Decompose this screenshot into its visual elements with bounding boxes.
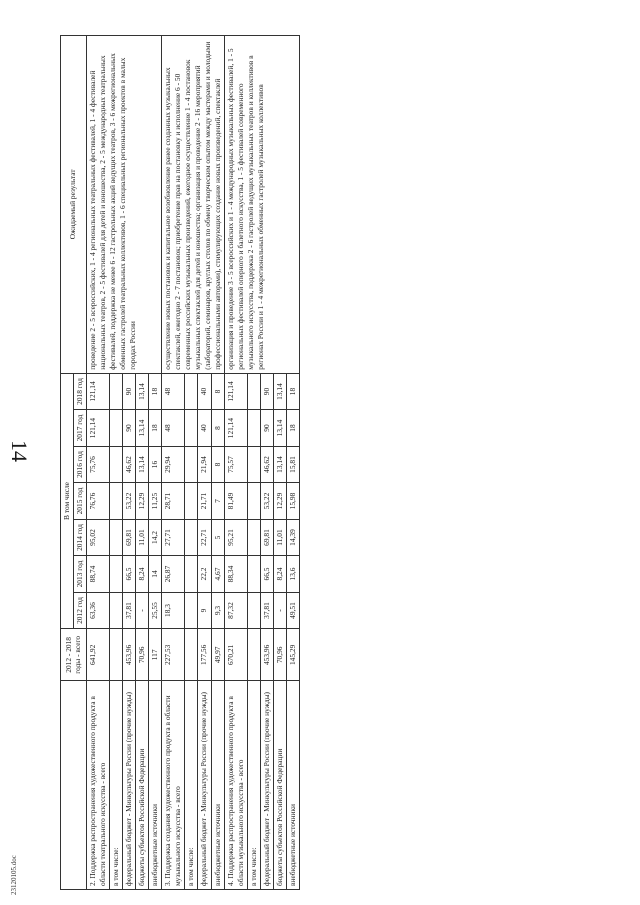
year-header: 2016 год bbox=[73, 446, 86, 483]
total-value: 670,21 bbox=[224, 629, 247, 681]
table-row bbox=[86, 36, 109, 890]
row-label: федеральный бюджет - Минкультуры России (прочие нужды) bbox=[198, 681, 211, 890]
year-value: 16 bbox=[148, 446, 161, 483]
row-label: 2. Поддержка распространения художественного продукта в области театрального искусства - всего bbox=[86, 681, 109, 890]
year-value: 12,29 bbox=[135, 483, 148, 520]
year-value: 69,81 bbox=[260, 519, 273, 556]
row-label: 3. Поддержка создания художественного продукта в области музыкального искусства - всего bbox=[161, 681, 184, 890]
total-value: 145,29 bbox=[286, 629, 299, 681]
row-label: в том числе: bbox=[247, 681, 260, 890]
year-value: 21,71 bbox=[198, 483, 211, 520]
year-value: 13,14 bbox=[273, 373, 286, 410]
year-value: 90 bbox=[122, 410, 135, 447]
row-label: 4. Поддержка распространения художественного продукта в области музыкального искусства - всего bbox=[224, 681, 247, 890]
year-value bbox=[185, 592, 198, 629]
year-value bbox=[185, 446, 198, 483]
row-label: бюджеты субъектов Российской Федерации bbox=[135, 681, 148, 890]
total-value: 453,96 bbox=[260, 629, 273, 681]
total-value: 70,96 bbox=[273, 629, 286, 681]
year-value: 4,67 bbox=[211, 556, 224, 593]
year-value: 28,71 bbox=[161, 483, 184, 520]
year-value: 90 bbox=[122, 373, 135, 410]
year-value: 75,76 bbox=[86, 446, 109, 483]
table-row bbox=[224, 36, 247, 890]
year-value: 81,49 bbox=[224, 483, 247, 520]
year-value bbox=[247, 483, 260, 520]
year-value bbox=[185, 519, 198, 556]
year-value: 53,22 bbox=[122, 483, 135, 520]
year-value: 90 bbox=[260, 373, 273, 410]
year-value: 46,62 bbox=[260, 446, 273, 483]
expected-result: организация и проведение 3 - 5 всероссийских и 1 - 4 международных музыкальных фестивалей, 1 - 5 региональных фестивалей оперного и балетного искусства, 1 - 5 фестивалей современного музыкального искусства, поддержка 2 - 6 гастролей ведущих музыкальных театров и коллективов в регионах России и 1 - 4 межрегиональных обменных гастролей музыкальных коллективов bbox=[224, 36, 299, 374]
year-value bbox=[109, 373, 122, 410]
year-value: 15,81 bbox=[286, 446, 299, 483]
total-value: 70,96 bbox=[135, 629, 148, 681]
year-value: 8 bbox=[211, 410, 224, 447]
year-value: 27,71 bbox=[161, 519, 184, 556]
year-value: 40 bbox=[198, 410, 211, 447]
year-value bbox=[109, 592, 122, 629]
year-value: 76,76 bbox=[86, 483, 109, 520]
year-value: 29,94 bbox=[161, 446, 184, 483]
year-value: 46,62 bbox=[122, 446, 135, 483]
year-value: 11,01 bbox=[273, 519, 286, 556]
year-value: 14,2 bbox=[148, 519, 161, 556]
year-value: - bbox=[135, 592, 148, 629]
year-value: 95,02 bbox=[86, 519, 109, 556]
year-value bbox=[109, 446, 122, 483]
year-value: 8,24 bbox=[273, 556, 286, 593]
in-total-header: В том числе bbox=[61, 373, 74, 629]
total-value: 227,53 bbox=[161, 629, 184, 681]
row-label: в том числе: bbox=[185, 681, 198, 890]
year-header: 2018 год bbox=[73, 373, 86, 410]
year-value bbox=[247, 519, 260, 556]
row-label: бюджеты субъектов Российской Федерации bbox=[273, 681, 286, 890]
year-value: 18 bbox=[286, 410, 299, 447]
year-value: 121,14 bbox=[86, 373, 109, 410]
total-value: 453,96 bbox=[122, 629, 135, 681]
year-value: 69,81 bbox=[122, 519, 135, 556]
year-value: 49,51 bbox=[286, 592, 299, 629]
year-value: 18 bbox=[148, 410, 161, 447]
year-value bbox=[109, 519, 122, 556]
year-value: 7 bbox=[211, 483, 224, 520]
name-header bbox=[61, 681, 87, 890]
year-value bbox=[185, 483, 198, 520]
total-value bbox=[109, 629, 122, 681]
year-value: 13,14 bbox=[135, 410, 148, 447]
row-label: внебюджетные источники bbox=[211, 681, 224, 890]
row-label: в том числе: bbox=[109, 681, 122, 890]
year-value bbox=[247, 373, 260, 410]
year-value: 11,01 bbox=[135, 519, 148, 556]
year-value: 25,55 bbox=[148, 592, 161, 629]
year-value: 13,14 bbox=[273, 446, 286, 483]
year-value: 37,81 bbox=[122, 592, 135, 629]
year-value: 12,29 bbox=[273, 483, 286, 520]
year-value: 21,94 bbox=[198, 446, 211, 483]
year-value: 14 bbox=[148, 556, 161, 593]
year-value: 88,34 bbox=[224, 556, 247, 593]
year-value: 48 bbox=[161, 410, 184, 447]
year-value: 13,14 bbox=[135, 373, 148, 410]
year-value: 66,5 bbox=[122, 556, 135, 593]
year-value bbox=[247, 592, 260, 629]
expected-result: осуществление новых постановок и капитальное возобновление ранее созданных музыкальных спектаклей, ежегодно 2 - 7 постановок; приобретение прав на постановку и исполнение 6 - 50 современных российских музыкальных произведений, ежегодное осуществление 1 - 4 постановок музыкальных спектаклей для детей и юношества; организация и проведение 2 - 16 мероприятий (лабораторий, семинаров, круглых столов по обмену творческим опытом между мастерами и молодыми профессиональными авторами), стимулирующих создание новых произведений, спектаклей bbox=[161, 36, 224, 374]
year-value: 13,14 bbox=[135, 446, 148, 483]
row-label: внебюджетные источники bbox=[148, 681, 161, 890]
total-value: 117 bbox=[148, 629, 161, 681]
total-value: 177,56 bbox=[198, 629, 211, 681]
year-value: 8,24 bbox=[135, 556, 148, 593]
year-value: 22,71 bbox=[198, 519, 211, 556]
table-row bbox=[161, 36, 184, 890]
footer-file-code: 23120105.doc bbox=[10, 855, 18, 895]
year-value: 15,98 bbox=[286, 483, 299, 520]
page-number: 14 bbox=[7, 440, 32, 462]
year-value: 18 bbox=[286, 373, 299, 410]
year-value bbox=[109, 410, 122, 447]
year-value: 8 bbox=[211, 446, 224, 483]
year-value bbox=[247, 446, 260, 483]
year-header: 2014 год bbox=[73, 519, 86, 556]
year-value: 40 bbox=[198, 373, 211, 410]
year-value bbox=[185, 556, 198, 593]
total-header: 2012 - 2018 годы - всего bbox=[61, 629, 87, 681]
year-value: 121,14 bbox=[224, 373, 247, 410]
rotated-table-container bbox=[60, 35, 630, 890]
year-value: 63,36 bbox=[86, 592, 109, 629]
total-value: 641,92 bbox=[86, 629, 109, 681]
year-value: 5 bbox=[211, 519, 224, 556]
program-funding-table bbox=[60, 35, 300, 890]
year-value bbox=[109, 556, 122, 593]
year-value: 22,2 bbox=[198, 556, 211, 593]
year-value: 95,21 bbox=[224, 519, 247, 556]
year-value bbox=[247, 410, 260, 447]
year-value: 75,57 bbox=[224, 446, 247, 483]
year-value: 66,5 bbox=[260, 556, 273, 593]
year-value: 121,14 bbox=[86, 410, 109, 447]
total-value bbox=[185, 629, 198, 681]
year-value bbox=[185, 410, 198, 447]
year-value: 48 bbox=[161, 373, 184, 410]
year-value: 87,32 bbox=[224, 592, 247, 629]
year-value: 9 bbox=[198, 592, 211, 629]
year-value: 9,3 bbox=[211, 592, 224, 629]
year-value: 37,81 bbox=[260, 592, 273, 629]
year-value bbox=[247, 556, 260, 593]
year-value bbox=[109, 483, 122, 520]
row-label: федеральный бюджет - Минкультуры России (прочие нужды) bbox=[122, 681, 135, 890]
year-value: - bbox=[273, 592, 286, 629]
year-header: 2013 год bbox=[73, 556, 86, 593]
year-value: 8 bbox=[211, 373, 224, 410]
year-value: 13,6 bbox=[286, 556, 299, 593]
expected-result: проведение 2 - 5 всероссийских, 1 - 4 региональных театральных фестивалей, 1 - 4 фестивалей национальных театров, 2 - 5 фестивалей для детей и юношества, 2 - 5 международных театральных фестивалей, поддержка не менее 6 - 12 гастрольных акций ведущих театров, 3 - 6 межрегиональных обменных гастролей театральных коллективов, 1 - 6 специальных региональных проектов в малых городах России bbox=[86, 36, 161, 374]
year-header: 2015 год bbox=[73, 483, 86, 520]
result-header: Ожидаемый результат bbox=[61, 36, 87, 374]
year-value: 121,14 bbox=[224, 410, 247, 447]
year-value: 90 bbox=[260, 410, 273, 447]
row-label: федеральный бюджет - Минкультуры России (прочие нужды) bbox=[260, 681, 273, 890]
year-value: 11,25 bbox=[148, 483, 161, 520]
year-header: 2012 год bbox=[73, 592, 86, 629]
total-value: 49,97 bbox=[211, 629, 224, 681]
year-value: 13,14 bbox=[273, 410, 286, 447]
total-value bbox=[247, 629, 260, 681]
year-value: 18,3 bbox=[161, 592, 184, 629]
row-label: внебюджетные источники bbox=[286, 681, 299, 890]
year-value: 14,39 bbox=[286, 519, 299, 556]
year-value: 18 bbox=[148, 373, 161, 410]
year-value bbox=[185, 373, 198, 410]
year-value: 26,87 bbox=[161, 556, 184, 593]
year-value: 88,74 bbox=[86, 556, 109, 593]
year-header: 2017 год bbox=[73, 410, 86, 447]
year-value: 53,22 bbox=[260, 483, 273, 520]
